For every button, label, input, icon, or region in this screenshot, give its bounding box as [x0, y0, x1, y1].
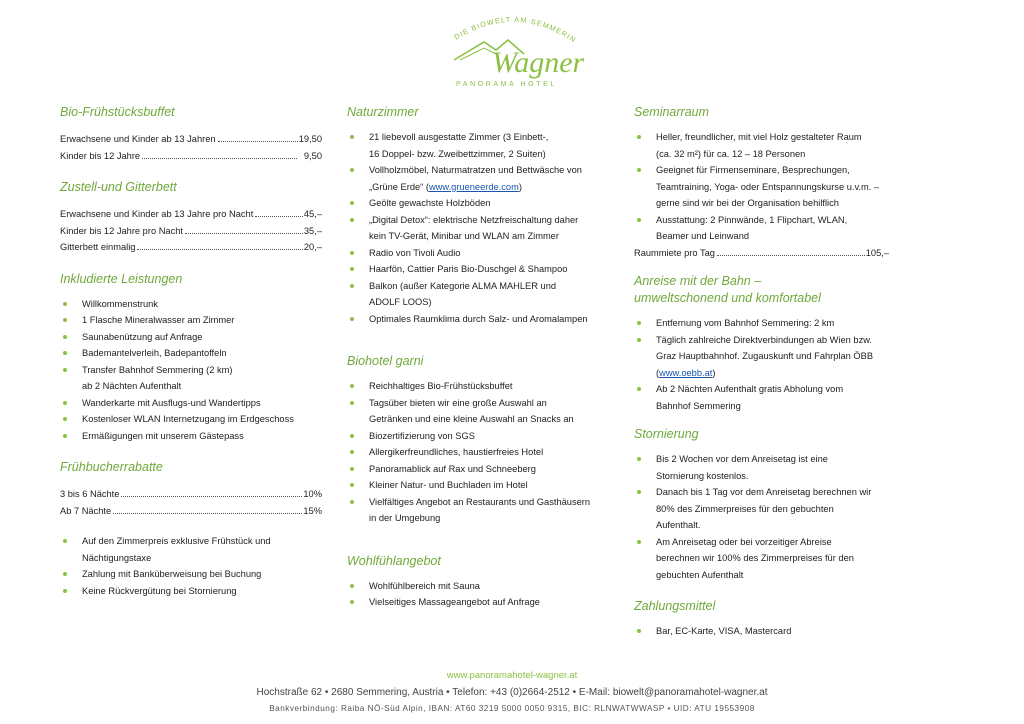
price-label: Ab 7 Nächte	[60, 505, 112, 516]
list-item-text: gebuchten Aufenthalt	[656, 569, 744, 580]
price-value: 9,50	[303, 150, 322, 161]
leader-dots	[218, 141, 298, 142]
list-item-text: Vielfältiges Angebot an Restaurants und Gasthäusern	[369, 496, 591, 507]
price-row	[634, 245, 889, 262]
section-title-breakfast: Bio-Frühstücksbuffet	[60, 105, 175, 119]
list-item	[347, 395, 612, 428]
list-item-text: (	[656, 367, 660, 378]
list-item-text: Saunabenützung auf Anfrage	[82, 331, 203, 342]
list-item-text: 1 Flasche Mineralwasser am Zimmer	[82, 315, 235, 325]
seminar-price-list	[634, 245, 889, 262]
list-item-text: Am Anreisetag oder bei vorzeitiger Abreise	[656, 536, 832, 547]
list-item-text: Ab 2 Nächten Aufenthalt gratis Abholung vom	[656, 384, 844, 394]
list-item-text: Nächtigungstaxe	[82, 552, 152, 563]
price-value: 20,–	[303, 242, 322, 252]
list-item	[634, 129, 899, 162]
beds-price-list	[60, 206, 322, 256]
train-list	[634, 315, 899, 414]
price-label: Raummiete pro Tag	[634, 247, 715, 258]
footer-bank-details: Bankverbindung: Raiba NÖ-Süd Alpin, IBAN: AT60 3219 5000 0050 9315, BIC: RLNWATWWASP • UID: ATU 19553908	[269, 704, 755, 713]
list-item-text: Radio von Tivoli Audio	[369, 247, 461, 258]
price-value: 35,–	[303, 225, 322, 236]
list-item-text: Vielseitiges Massageangebot auf Anfrage	[369, 597, 540, 607]
list-item	[634, 332, 899, 382]
cancel-list	[634, 451, 899, 583]
column-left	[60, 104, 322, 599]
list-item	[60, 296, 322, 313]
section-title-train	[634, 273, 899, 307]
list-item-text: 16 Doppel- bzw. Zweibettzimmer, 2 Suiten)	[369, 148, 546, 159]
price-row	[60, 486, 322, 503]
list-item-text: 21 liebevoll ausgestatte Zimmer (3 Einbett-,	[369, 132, 549, 142]
list-item	[60, 566, 322, 583]
wellness-list	[347, 578, 612, 611]
list-item	[634, 484, 899, 534]
list-item-text: Getränken und eine kleine Auswahl an Snacks an	[369, 414, 574, 424]
price-value: 15%	[303, 505, 322, 516]
logo-brand: Wagner	[492, 46, 585, 79]
list-item	[634, 623, 899, 640]
list-item	[347, 311, 612, 328]
section-title-rooms: Naturzimmer	[347, 105, 419, 119]
price-value: 105,–	[865, 247, 889, 258]
list-item-text: Bar, EC-Karte, VISA, Mastercard	[656, 626, 792, 636]
list-item-text: ADOLF LOOS)	[369, 297, 432, 307]
list-item	[347, 428, 612, 445]
list-item	[634, 381, 899, 414]
list-item	[60, 583, 322, 600]
logo-subtitle: PANORAMA HOTEL	[456, 81, 557, 88]
list-item-text: Kleiner Natur- und Buchladen im Hotel	[369, 480, 528, 490]
price-row	[60, 503, 322, 520]
earlybird-price-list	[60, 486, 322, 519]
list-item-text: „Grüne Erde“ (	[369, 181, 429, 192]
leader-dots	[142, 158, 297, 159]
price-value: 19,50	[298, 134, 322, 144]
list-item-text: (ca. 32 m²) für ca. 12 – 18 Personen	[656, 148, 806, 159]
price-row	[60, 148, 322, 165]
leader-dots	[185, 233, 303, 234]
list-item	[347, 444, 612, 461]
list-item-text: berechnen wir 100% des Zimmerpreises für den	[656, 553, 854, 563]
list-item-text: Stornierung kostenlos.	[656, 470, 749, 481]
price-label: Erwachsene und Kinder ab 13 Jahre pro Nacht	[60, 209, 254, 219]
garni-list	[347, 378, 612, 527]
leader-dots	[113, 513, 302, 514]
list-item-text: )	[712, 367, 716, 378]
price-row	[60, 223, 322, 240]
list-item	[347, 477, 612, 494]
list-item	[347, 378, 612, 395]
list-item	[60, 428, 322, 445]
list-item-text: Optimales Raumklima durch Salz- und Aromalampen	[369, 313, 588, 324]
price-row	[60, 239, 322, 256]
list-item-text: Vollholzmöbel, Naturmatratzen und Bettwäsche von	[369, 165, 582, 175]
list-item	[60, 395, 322, 412]
price-label: Gitterbett einmalig	[60, 242, 136, 252]
list-item	[347, 578, 612, 595]
footer	[0, 668, 1024, 716]
list-item-text: )	[518, 181, 522, 192]
section-title-line: Anreise mit der Bahn –	[634, 274, 762, 288]
list-item-text: Ausstattung: 2 Pinnwände, 1 Flipchart, WLAN,	[656, 214, 848, 225]
section-title-seminar: Seminarraum	[634, 105, 710, 119]
price-row	[60, 131, 322, 148]
list-item-text: Geeignet für Firmenseminare, Besprechungen,	[656, 165, 850, 175]
grueneerde-link[interactable]: www.grueneerde.com	[428, 181, 519, 192]
list-item-text: Tagsüber bieten wir eine große Auswahl an	[369, 397, 547, 408]
list-item-text: kein TV-Gerät, Minibar und WLAN am Zimmer	[369, 231, 559, 241]
list-item-text: Bis 2 Wochen vor dem Anreisetag ist eine	[656, 454, 828, 464]
price-value: 45,–	[303, 209, 322, 219]
list-item	[347, 245, 612, 262]
list-item	[347, 162, 612, 195]
section-title-beds: Zustell-und Gitterbett	[60, 180, 177, 194]
list-item-text: Bademantelverleih, Badepantoffeln	[82, 348, 227, 358]
list-item-text: Panoramablick auf Rax und Schneeberg	[369, 463, 536, 474]
list-item	[60, 411, 322, 428]
list-item-text: Biozertifizierung von SGS	[369, 430, 475, 441]
list-item-text: Transfer Bahnhof Semmering (2 km)	[82, 364, 233, 375]
rooms-list	[347, 129, 612, 327]
seminar-list	[634, 129, 899, 245]
list-item-text: Aufenthalt.	[656, 520, 701, 530]
list-item-text: gerne sind wir bei der Organisation behilflich	[656, 198, 839, 208]
list-item-text: 80% des Zimmerpreises für den gebuchten	[656, 503, 834, 514]
list-item-text: Täglich zahlreiche Direktverbindungen ab Wien bzw.	[656, 334, 873, 345]
list-item	[347, 594, 612, 611]
list-item-text: Beamer und Leinwand	[656, 231, 750, 241]
logo-graphic	[446, 10, 586, 90]
list-item-text: Kostenloser WLAN Internetzugang im Erdgeschoss	[82, 414, 294, 424]
column-right	[634, 104, 899, 640]
list-item	[347, 212, 612, 245]
list-item-text: Willkommenstrunk	[82, 298, 158, 309]
list-item	[60, 362, 322, 395]
list-item-text: Entfernung vom Bahnhof Semmering: 2 km	[656, 318, 835, 328]
leader-dots	[137, 249, 302, 250]
list-item-text: Heller, freundlicher, mit viel Holz gestalteter Raum	[656, 132, 862, 142]
price-row	[60, 206, 322, 223]
list-item-text: Teamtraining, Yoga- oder Entspannungskurse u.v.m. –	[656, 181, 880, 192]
breakfast-price-list	[60, 131, 322, 164]
list-item-text: „Digital Detox“: elektrische Netzfreischaltung daher	[369, 214, 579, 225]
list-item-text: Danach bis 1 Tag vor dem Anreisetag berechnen wir	[656, 487, 872, 497]
list-item	[634, 534, 899, 584]
leader-dots	[121, 496, 302, 497]
list-item-text: ab 2 Nächten Aufenthalt	[82, 381, 182, 391]
price-value: 10%	[303, 489, 322, 499]
section-title-garni: Biohotel garni	[347, 354, 424, 368]
list-item	[347, 261, 612, 278]
leader-dots	[255, 216, 303, 217]
price-label: Kinder bis 12 Jahre pro Nacht	[60, 225, 183, 236]
list-item	[60, 345, 322, 362]
list-item-text: Ermäßigungen mit unserem Gästepass	[82, 430, 244, 441]
list-item-text: in der Umgebung	[369, 513, 441, 523]
section-title-payment: Zahlungsmittel	[634, 599, 716, 613]
list-item	[347, 461, 612, 478]
section-title-cancel: Stornierung	[634, 427, 699, 441]
list-item-text: Wanderkarte mit Ausflugs-und Wandertipps	[82, 397, 261, 408]
list-item	[634, 212, 899, 245]
list-item	[347, 278, 612, 311]
included-list	[60, 296, 322, 445]
list-item-text: Haarfön, Cattier Paris Bio-Duschgel & Shampoo	[369, 264, 568, 274]
section-title-wellness: Wohlfühlangebot	[347, 553, 441, 568]
footer-website-link[interactable]: www.panoramahotel-wagner.at	[446, 670, 578, 681]
list-item-text: Reichhaltiges Bio-Frühstücksbuffet	[369, 381, 513, 391]
list-item-text: Geölte gewachste Holzböden	[369, 198, 491, 208]
column-middle	[347, 104, 612, 611]
list-item-text: Balkon (außer Kategorie ALMA MAHLER und	[369, 280, 557, 291]
logo-arc-text: DIE BIOWELT AM SEMMERIN	[452, 14, 579, 45]
list-item-text: Allergikerfreundliches, haustierfreies Hotel	[369, 447, 544, 457]
section-title-line: umweltschonend und komfortabel	[634, 291, 821, 305]
list-item-text: Graz Hauptbahnhof. Zugauskunft und Fahrplan ÖBB	[656, 351, 874, 361]
list-item	[634, 162, 899, 212]
list-item	[634, 451, 899, 484]
price-label: Erwachsene und Kinder ab 13 Jahren	[60, 134, 216, 144]
hotel-logo	[446, 10, 586, 90]
list-item	[347, 494, 612, 527]
list-item-text: Zahlung mit Banküberweisung bei Buchung	[82, 569, 262, 579]
list-item-text: Wohlfühlbereich mit Sauna	[369, 580, 480, 591]
list-item	[347, 129, 612, 162]
section-title-included: Inkludierte Leistungen	[60, 271, 183, 286]
list-item-text: Keine Rückvergütung bei Stornierung	[82, 585, 237, 596]
price-label: 3 bis 6 Nächte	[60, 489, 120, 499]
list-item	[60, 329, 322, 346]
oebb-link[interactable]: www.oebb.at	[659, 367, 713, 378]
price-label: Kinder bis 12 Jahre	[60, 150, 141, 161]
list-item	[634, 315, 899, 332]
leader-dots	[717, 255, 865, 256]
list-item	[60, 533, 322, 566]
list-item-text: Bahnhof Semmering	[656, 400, 741, 411]
earlybird-list	[60, 533, 322, 599]
payment-list	[634, 623, 899, 640]
list-item	[347, 195, 612, 212]
section-title-earlybird: Frühbucherrabatte	[60, 460, 163, 474]
footer-address: Hochstraße 62 • 2680 Semmering, Austria • Telefon: +43 (0)2664-2512 • E-Mail: biowelt@panoramahotel-wagner.at	[256, 687, 768, 698]
list-item	[60, 312, 322, 329]
list-item-text: Auf den Zimmerpreis exklusive Frühstück und	[82, 536, 271, 546]
